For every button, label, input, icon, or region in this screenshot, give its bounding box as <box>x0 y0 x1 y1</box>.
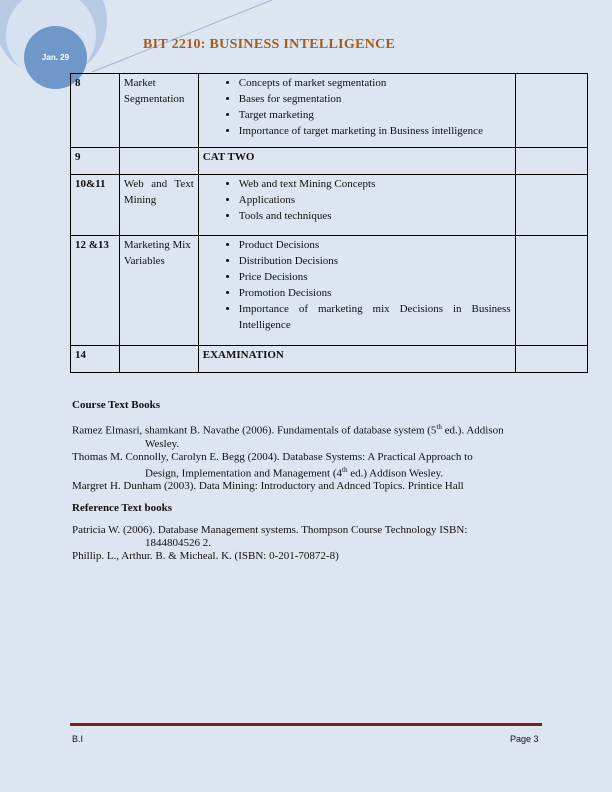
list-item: • Importance of marketing mix Decisions in Business Intelligence <box>239 301 511 333</box>
list-item: • Importance of target marketing in Business intelligence <box>239 123 511 139</box>
schedule-table <box>70 73 588 373</box>
table-row <box>71 148 588 175</box>
list-item: • Tools and techniques <box>239 208 511 224</box>
entry-text: ed.) Addison Wesley. <box>347 467 444 480</box>
entry-continuation: 1844804526 2. <box>145 537 211 550</box>
footer-divider <box>70 723 542 726</box>
content-cell: EXAMINATION <box>198 346 515 373</box>
week-cell: 14 <box>71 346 120 373</box>
empty-cell <box>515 175 587 236</box>
list-item: • Web and text Mining Concepts <box>239 176 511 192</box>
week-cell: 8 <box>71 74 120 148</box>
table-row <box>71 175 588 236</box>
empty-cell <box>515 346 587 373</box>
empty-cell <box>515 148 587 175</box>
reference-entry: Phillip. L., Arthur. B. & Micheal. K. (ISBN: 0-201-70872-8) <box>72 550 339 563</box>
reference-entry: Thomas M. Connolly, Carolyn E. Begg (2004). Database Systems: A Practical Approach to <box>72 450 473 463</box>
section-heading: Course Text Books <box>72 399 161 411</box>
section-heading: Reference Text books <box>72 502 173 515</box>
topic-cell: Web and Text Mining <box>119 175 198 236</box>
week-cell: 12 &13 <box>71 236 120 346</box>
empty-cell <box>515 236 587 346</box>
list-item: • Distribution Decisions <box>239 253 511 269</box>
superscript: th <box>342 465 348 474</box>
content-cell <box>198 175 515 236</box>
topic-cell <box>119 346 198 373</box>
reference-entry <box>72 421 537 438</box>
week-cell: 9 <box>71 148 120 175</box>
list-item: • Target marketing <box>239 107 511 123</box>
list-item: • Price Decisions <box>239 269 511 285</box>
list-item: • Bases for segmentation <box>239 91 511 107</box>
reference-entry: Margret H. Dunham (2003). Data Mining: Introductory and Adnced Topics. Printice Hall <box>72 480 464 493</box>
topic-cell: Marketing Mix Variables <box>119 236 198 346</box>
list-item: • Concepts of market segmentation <box>239 75 511 91</box>
table-row <box>71 346 588 373</box>
table-row <box>71 236 588 346</box>
topic-cell: Market Segmentation <box>119 74 198 148</box>
entry-continuation <box>72 464 537 481</box>
footer-left: B.I <box>72 734 84 744</box>
week-cell: 10&11 <box>71 175 120 236</box>
entry-text: ed.). Addison <box>441 424 504 437</box>
course-books-section <box>72 399 537 563</box>
content-cell: CAT TWO <box>198 148 515 175</box>
page-title: BIT 2210: BUSINESS INTELLIGENCE <box>143 37 396 52</box>
date-text: Jan. 29 <box>41 53 70 62</box>
table-row <box>71 74 588 148</box>
topic-cell <box>119 148 198 175</box>
list-item: • Product Decisions <box>239 237 511 253</box>
content-cell <box>198 236 515 346</box>
entry-continuation: Wesley. <box>145 437 180 450</box>
list-item: • Applications <box>239 192 511 208</box>
reference-entry: Patricia W. (2006). Database Management systems. Thompson Course Technology ISBN: <box>72 524 468 537</box>
list-item: • Promotion Decisions <box>239 285 511 301</box>
superscript: th <box>436 423 442 431</box>
content-cell <box>198 74 515 148</box>
empty-cell <box>515 74 587 148</box>
entry-text: Design, Implementation and Management (4 <box>145 467 343 480</box>
page-number: Page 3 <box>510 734 539 744</box>
entry-text: Ramez Elmasri, shamkant B. Navathe (2006). Fundamentals of database system (5 <box>72 424 437 437</box>
